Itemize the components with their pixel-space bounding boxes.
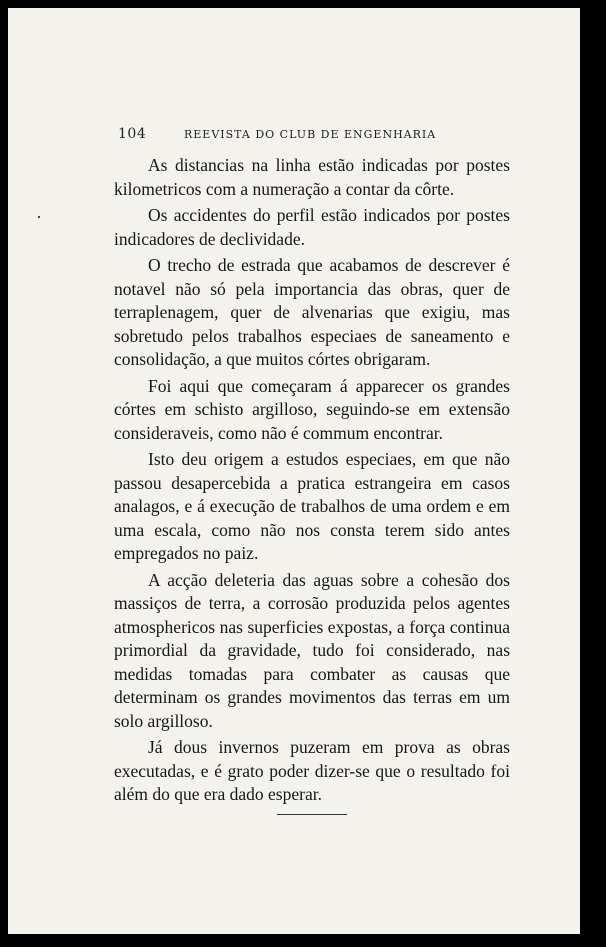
paragraph: As distancias na linha estão indicadas por postes kilometricos com a numeração a contar da côrte. [114,155,510,199]
body-text [114,154,510,810]
document-page [8,8,580,934]
paragraph: A acção deleteria das aguas sobre a cohesão dos massiços de terra, a corrosão produzida pelos agentes atmosphericos nas superficies expostas, a força continua primordial da gravidade, tudo foi considerado, nas medidas tomadas para combater as causas que determinam os grandes movimentos das terras em um solo argilloso. [114,569,510,731]
closing-rule [277,814,347,815]
paper-speck [38,216,40,218]
paragraph: Os accidentes do perfil estão indicados por postes indicadores de declividade. [114,205,510,249]
paragraph: Isto deu origem a estudos especiaes, em que não passou desapercebida a pratica estrangeira em casos analagos, e á execução de trabalhos de uma ordem e em uma escala, como não nos consta terem sido antes empregados no paiz. [114,449,510,563]
page-number: 104 [118,126,147,142]
paragraph: Foi aqui que começaram á apparecer os grandes córtes em schisto argilloso, seguindo-se em extensão consideraveis, como não é commum encontrar. [114,375,510,443]
paragraph: O trecho de estrada que acabamos de descrever é notavel não só pela importancia das obras, quer de terraplenagem, quer de alvenarias que exigiu, mas sobretudo pelos trabalhos especiaes de saneamento e consolidação, a que muitos córtes obrigaram. [114,255,510,369]
running-title: REEVISTA DO CLUB DE ENGENHARIA [184,128,437,141]
paragraph: Já dous invernos puzeram em prova as obras executadas, e é grato poder dizer-se que o resultado foi além do que era dado esperar. [114,737,510,804]
